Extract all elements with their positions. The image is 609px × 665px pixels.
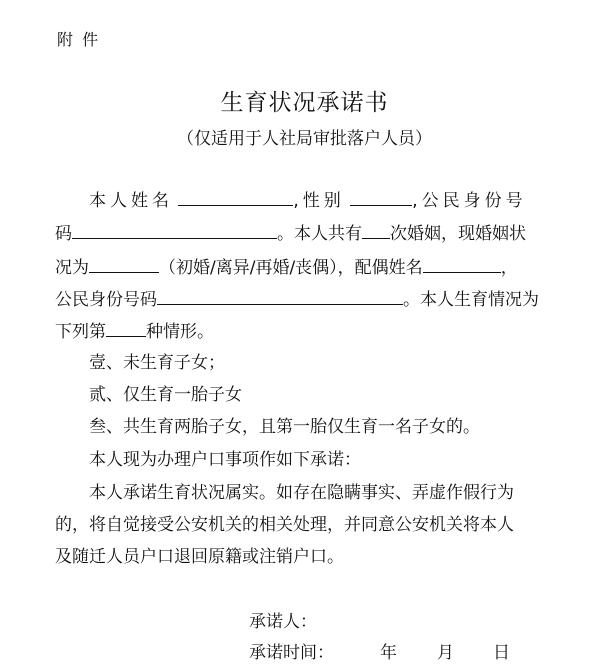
blank-id-number[interactable] <box>72 220 277 239</box>
paragraph-line-5 <box>55 318 214 342</box>
label-marriage-count: 。本人共有 <box>277 224 362 244</box>
commitment-line-1: 本人承诺生育状况属实。如存在隐瞒事实、弄虚作假行为 <box>89 483 514 503</box>
paragraph-line-4 <box>55 286 539 310</box>
blank-marriage-count[interactable] <box>362 220 390 239</box>
option-item-1: 壹、未生育子女； <box>89 353 225 373</box>
option-item-2: 贰、仅生育一胎子女 <box>89 385 242 405</box>
blank-spouse-name[interactable] <box>423 254 501 273</box>
commitment-line-3: 及随迁人员户口退回原籍或注销户口。 <box>55 547 344 567</box>
blank-spouse-id[interactable] <box>157 286 403 305</box>
attachment-label: 附 件 <box>57 30 101 49</box>
paragraph-line-1 <box>89 187 527 211</box>
blank-case-number[interactable] <box>106 318 146 337</box>
label-name: 本人姓名 <box>89 191 173 211</box>
label-case-prefix: 下列第 <box>55 322 106 342</box>
year-label: 年 <box>380 643 397 663</box>
day-label: 日 <box>493 643 510 663</box>
commitment-line-2: 的，将自觉接受公安机关的相关处理，并同意公安机关将本人 <box>55 515 514 535</box>
blank-name[interactable] <box>178 187 293 206</box>
month-label: 月 <box>437 643 454 663</box>
paragraph-line-2 <box>55 220 526 244</box>
label-id-start: ,公民身份号 <box>412 191 527 211</box>
option-item-3: 叁、共生育两胎子女，且第一胎仅生育一名子女的。 <box>89 417 480 437</box>
label-case-suffix: 种情形。 <box>146 322 214 342</box>
label-id-end: 码 <box>55 224 72 244</box>
label-spouse-name: （初婚/离异/再婚/丧偶），配偶姓名 <box>159 258 423 278</box>
document-subtitle: （仅适用于人社局审批落户人员） <box>177 129 432 149</box>
document-title: 生育状况承诺书 <box>220 90 389 116</box>
comma-text: ， <box>500 258 518 278</box>
label-marriage-status: 次婚姻，现婚姻状 <box>390 224 526 244</box>
label-spouse-id: 公民身份号码 <box>55 290 157 310</box>
paragraph-line-3 <box>55 254 518 278</box>
commitment-intro: 本人现为办理户口事项作如下承诺： <box>89 450 361 470</box>
label-gender: ,性别 <box>293 191 345 211</box>
label-status-start: 况为 <box>55 258 89 278</box>
blank-gender[interactable] <box>350 187 412 206</box>
commit-time-label: 承诺时间： <box>249 643 334 663</box>
blank-marital-status[interactable] <box>89 254 159 273</box>
label-fertility-status: 。本人生育情况为 <box>403 290 539 310</box>
committer-label: 承诺人： <box>249 612 317 632</box>
